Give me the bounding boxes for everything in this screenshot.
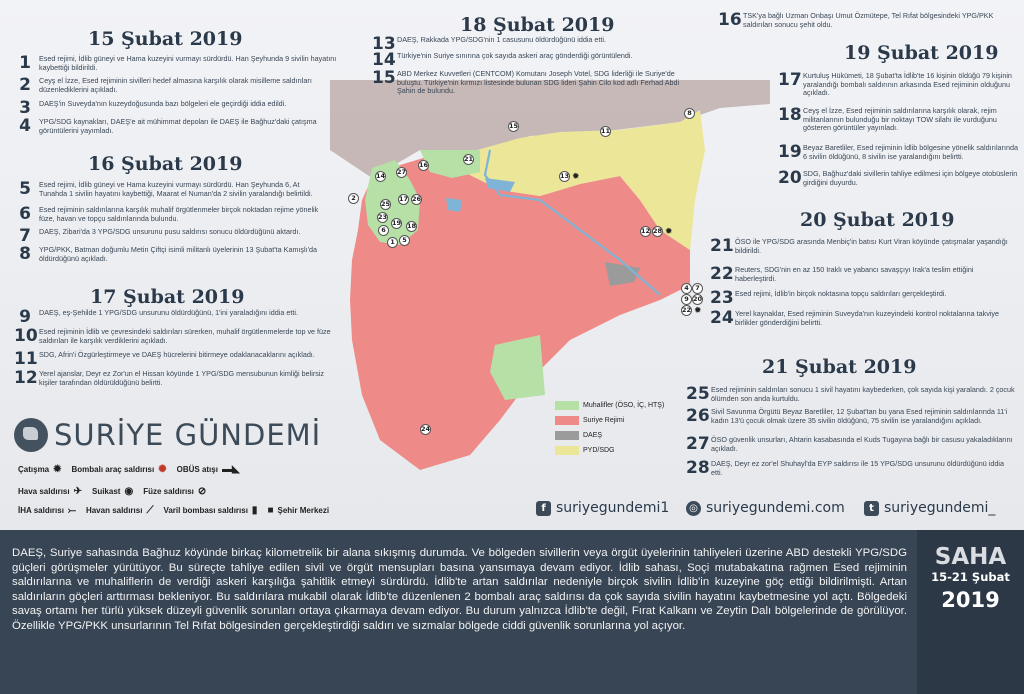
map-marker-24: 24	[421, 425, 431, 433]
map-marker-19: 19	[392, 219, 402, 227]
legend-swatch	[555, 431, 579, 440]
event-28: 28 DAEŞ, Deyr ez zor'el Shuhayl'da EYP saldırısı ile 15 YPG/SDG unsurunu öldürdüğünü iddia etti.	[686, 458, 1004, 478]
legend-item: Muhalifler (ÖSO, İÇ, HTŞ)	[555, 398, 672, 413]
map-marker-25: 25	[381, 200, 391, 208]
facebook-icon: f	[536, 501, 551, 516]
symbol-item: OBÜS atışı ▬◣	[176, 464, 240, 475]
map-marker-7: 7	[692, 283, 703, 294]
event-6: 6 Esed rejiminin saldırılarına karşılık muhalif örgütlenmeler birçok noktadan rejime yönelik füze, havan ve topçu saldırılarında bulundu.	[19, 204, 319, 224]
symbol-row	[18, 464, 250, 475]
map-marker-23: 23	[378, 213, 388, 221]
event-25: 25 Esed rejiminin saldırıları sonucu 1 sivil hayatını kaybederken, çok sayıda kişi yaralandı. 2 çocuk ölümden son anda kurtuldu.	[686, 384, 1015, 404]
map-marker-6: 6	[378, 225, 389, 236]
missile-icon: ⊘	[197, 486, 207, 497]
map-marker-26: 26	[412, 195, 422, 203]
assassination-icon: ◉	[124, 486, 134, 497]
symbol-item: Suikast ◉	[91, 486, 134, 497]
map-marker-17: 17	[399, 195, 409, 203]
event-24: 24 Yerel kaynaklar, Esed rejiminin Suveyda'nın kuzeyindeki kontrol noktalarına takviye birlikler gönderdiğini belirtti.	[710, 308, 999, 328]
event-16: 16 TSK'ya bağlı Uzman Onbaşı Umut Özmütepe, Tel Rıfat bölgesindeki YPG/PKK saldırıları sonucu şehit oldu.	[718, 10, 994, 30]
day-title-20: 20 Şubat 2019	[800, 209, 955, 231]
burst-icon: ✹	[694, 305, 702, 315]
day-title-19: 19 Şubat 2019	[844, 42, 999, 64]
symbol-item: ■ Şehir Merkezi	[267, 505, 330, 516]
map-marker-21: 21	[464, 155, 474, 163]
drone-icon: ⤚	[67, 505, 76, 516]
saha-year: 2019	[941, 588, 1000, 612]
event-19: 19 Beyaz Baretliler, Esed rejiminin İdlib bölgesine yönelik saldırılarında 6 sivilin öldüğünü, 8 sivilin ise yaralandığını belirtti.	[778, 142, 1018, 162]
legend-item: Suriye Rejimi	[555, 413, 672, 428]
map-marker-11: 11	[601, 127, 611, 135]
event-4: 4 YPG/SDG kaynakları, DAEŞ'e ait mühimmat depoları ile DAEŞ ile Bağhuz'daki çatışma görüntülerini yayımladı.	[19, 116, 317, 136]
twitter-icon: t	[864, 501, 879, 516]
howitzer-icon: ▬◣	[221, 464, 240, 475]
burst-icon: ✹	[53, 464, 62, 475]
summary-text: DAEŞ, Suriye sahasında Bağhuz köyünde birkaç kilometrelik bir alana sıkışmış durumda. Ve bölgeden sivillerin veya örgüt üyelerinin tahliyeleri üzerine ABD destekli YPG/SDG güçleri görüşmeler yürütüyor. Bu süreçte tahliye edilen sivil ve örgüt mensupları basına yansımaya devam ediyor. İdlib sahası, Soçi mutabakatına rağmen Esed rejiminin saldırılarına ve muhaliflerin de verdiği askeri karşılığa şahitlik etmeyi sürdürdü. İdlib'te artan saldırılar nedeniyle birçok sivilin İdlib'in kuzeyine göç ettiği bildirilmişti. Artan saldırıların göçleri arttırması bekleniyor. Bu saldırılara mukabil olarak İdlib'te düzenlenen 2 bombalı araç saldırısı da çok sayıda sivilin hayatını kaybetmesine yol açtı. Bölgedeki savaş ortamı her türlü yüksek düzeyli güvenlik sorunları ortaya çıkarmaya devam ediyor. Bu durum yalnızca İdlib'te değil, Fırat Kalkanı ve Zeytin Dalı bölgelerinde de görülüyor. Özellikle YPG/PKK unsurlarının Tel Rıfat bölgesinden gerçekleştirdiği saldırı ve sızmalar bölgede ciddi güvenlik sorunlarına yol açıyor.	[12, 547, 907, 632]
event-26: 26 Sivil Savunma Örgütü Beyaz Baretliler, 12 Şubat'tan bu yana Esed rejiminin saldırılarında 11'i kadın 13'ü çocuk olmak üzere 35 sivilin öldüğünü, 75 sivilin ise yaralandığını açıkladı.	[686, 406, 1008, 426]
map-marker-1: 1	[387, 237, 398, 248]
brand-name: SURİYE GÜNDEMİ	[54, 418, 322, 452]
symbol-item: Bombalı araç saldırısı ✺	[71, 464, 167, 475]
map-marker-5: 5	[399, 235, 410, 246]
barrel-bomb-icon: ▮	[251, 505, 258, 516]
event-27: 27 ÖSO güvenlik unsurları, Ahtarin kasabasında el Kuds Tugayına bağlı bir casusu yakaladıklarını açıkladı.	[686, 434, 1013, 454]
social-twitter[interactable]: t suriyegundemi_	[864, 500, 995, 516]
map-marker-8: 8	[684, 108, 695, 119]
map-marker-2: 2	[348, 193, 359, 204]
jet-icon: ✈	[73, 486, 82, 497]
event-2: 2 Ceyş el İzze, Esed rejiminin sivilleri hedef almasına karşılık olarak misilleme saldırıları düzenlediklerini açıkladı.	[19, 75, 312, 95]
event-8: 8 YPG/PKK, Batman doğumlu Metin Çiftçi isimli militanlı üyelerinin 13 Şubat'ta Kamışlı'da öldürdüğünü açıkladı.	[19, 244, 317, 264]
map-legend	[555, 398, 672, 458]
event-7: 7 DAEŞ, Zibari'da 3 YPG/SDG unsurunu pusu saldırısı sonucu öldürdüğünü aktardı.	[19, 226, 301, 246]
city-center-icon: ■	[267, 505, 274, 516]
map-marker-4: 4	[681, 283, 692, 294]
map-marker-18: 18	[407, 222, 417, 230]
burst-icon: ✹	[665, 226, 673, 236]
legend-swatch	[555, 416, 579, 425]
social-website[interactable]: ◎ suriyegundemi.com	[686, 500, 845, 516]
event-14: 14 Türkiye'nin Suriye sınırına çok sayıda askeri araç gönderdiği görüntülendi.	[372, 50, 633, 70]
event-17: 17 Kurtuluş Hükümeti, 18 Şubat'ta İdlib'te 16 kişinin öldüğü 79 kişinin yaralandığı bombalı saldırının arkasında Esed rejiminin olduğunu açıkladı.	[778, 70, 1012, 97]
symbol-item: Çatışma ✹	[18, 464, 62, 475]
event-3: 3 DAEŞ'in Suveyda'nın kuzeydoğusunda bazı bölgeleri ele geçirdiği iddia edildi.	[19, 98, 287, 118]
map-marker-9: 9	[681, 294, 692, 305]
map-marker-14: 14	[376, 172, 386, 180]
event-21: 21 ÖSO ile YPG/SDG arasında Menbiç'in batısı Kurt Viran köyünde çatışmalar yaşandığı bildirildi.	[710, 236, 1008, 256]
syria-logo-icon	[14, 418, 48, 452]
map-marker-20: 20	[693, 295, 703, 303]
summary-panel	[0, 530, 1024, 694]
symbol-row	[18, 486, 216, 497]
event-20: 20 SDG, Bağhuz'daki sivillerin tahliye edilmesi için bölgeye otobüslerin girdiğini duyurdu.	[778, 168, 1018, 188]
social-facebook[interactable]: f suriyegundemi1	[536, 500, 669, 516]
saha-range: 15-21 Şubat	[931, 570, 1010, 584]
day-title-15: 15 Şubat 2019	[88, 28, 243, 50]
day-title-17: 17 Şubat 2019	[90, 286, 245, 308]
legend-item: DAEŞ	[555, 428, 672, 443]
event-11: 11 SDG, Afrin'i Özgürleştirmeye ve DAEŞ hücrelerini bitirmeye odaklanacaklarını açıkladı.	[14, 349, 315, 369]
event-22: 22 Reuters, SDG'nin en az 150 Iraklı ve yabancı savaşçıyı Irak'a teslim ettiğini haberleştirdi.	[710, 264, 974, 284]
symbol-item: Havan saldırısı ⟋	[85, 505, 154, 516]
car-bomb-icon: ✺	[158, 464, 167, 475]
saha-badge	[917, 530, 1024, 694]
event-15: 15 ABD Merkez Kuvvetleri (CENTCOM) Komutanı Joseph Votel, SDG liderliği ile Suriye'de buluştu. Türkiye'nin kırmızı listesinde bulunan SDG lideri Şahin Cilo kod adlı Ferhad Abdi Şahin de bulundu.	[372, 68, 680, 95]
event-1: 1 Esed rejimi, İdlib güneyi ve Hama kuzeyini vurmayı sürdürdü. Han Şeyhunda 9 sivilin hayatını kaybettiği bildirildi.	[19, 53, 337, 73]
brand-logo	[14, 418, 321, 452]
symbol-item: Füze saldırısı ⊘	[143, 486, 207, 497]
map-marker-15: 15	[509, 122, 519, 130]
event-23: 23 Esed rejimi, İdlib'in birçok noktasına topçu saldırıları gerçekleştirdi.	[710, 288, 947, 308]
event-9: 9 DAEŞ, eş-Şehilde 1 YPG/SDG unsurunu öldürdüğünü, 1'ini yaraladığını iddia etti.	[19, 307, 298, 327]
map-marker-28: 28	[653, 227, 663, 235]
mortar-icon: ⟋	[146, 505, 154, 516]
symbol-row	[18, 505, 339, 516]
symbol-item: İHA saldırısı ⤚	[18, 505, 76, 516]
event-10: 10 Esed rejiminin İdlib ve çevresindeki saldırıları sürerken, muhalif örgütlenmelerde top ve füze saldırıları ile karşılık verdiklerini açıkladı.	[14, 326, 331, 346]
map-marker-12: 12	[641, 227, 651, 235]
saha-title: SAHA	[934, 544, 1007, 570]
event-13: 13 DAEŞ, Rakkada YPG/SDG'nin 1 casusunu öldürdüğünü iddia etti.	[372, 34, 607, 54]
jabbul-lake	[446, 198, 462, 212]
symbol-item: Hava saldırısı ✈	[18, 486, 82, 497]
day-title-16: 16 Şubat 2019	[88, 153, 243, 175]
burst-icon: ✹	[572, 171, 580, 181]
event-5: 5 Esed rejimi, İdlib güneyi ve Hama kuzeyini vurmayı sürdürdü. Han Şeyhunda 6, At Tunahda 1 sivilin hayatını kaybettiği, Maarat el Numan'da 2 sivilin yaralandığı belirtildi.	[19, 179, 313, 199]
event-18: 18 Ceyş el İzze, Esed rejiminin saldırılarına karşılık olarak, rejim militanlarının bulunduğu bir noktayı TOW silahı ile vurduğunu gösteren görüntüler yayınladı.	[778, 105, 997, 132]
day-title-18: 18 Şubat 2019	[460, 14, 615, 36]
map-marker-22: 22	[682, 306, 692, 314]
map-marker-16: 16	[419, 161, 429, 169]
day-title-21: 21 Şubat 2019	[762, 356, 917, 378]
event-12: 12 Yerel ajanslar, Deyr ez Zor'un el Hissan köyünde 1 YPG/SDG mensubunun kimliği belirsiz kişiler tarafından öldürüldüğünü belirtti.	[14, 368, 325, 388]
legend-swatch	[555, 446, 579, 455]
map-marker-27: 27	[397, 168, 407, 176]
legend-item: PYD/SDG	[555, 443, 672, 458]
symbol-item: Varil bombası saldırısı ▮	[163, 505, 258, 516]
legend-swatch	[555, 401, 579, 410]
globe-icon: ◎	[686, 501, 701, 516]
map-marker-13: 13	[560, 172, 570, 180]
